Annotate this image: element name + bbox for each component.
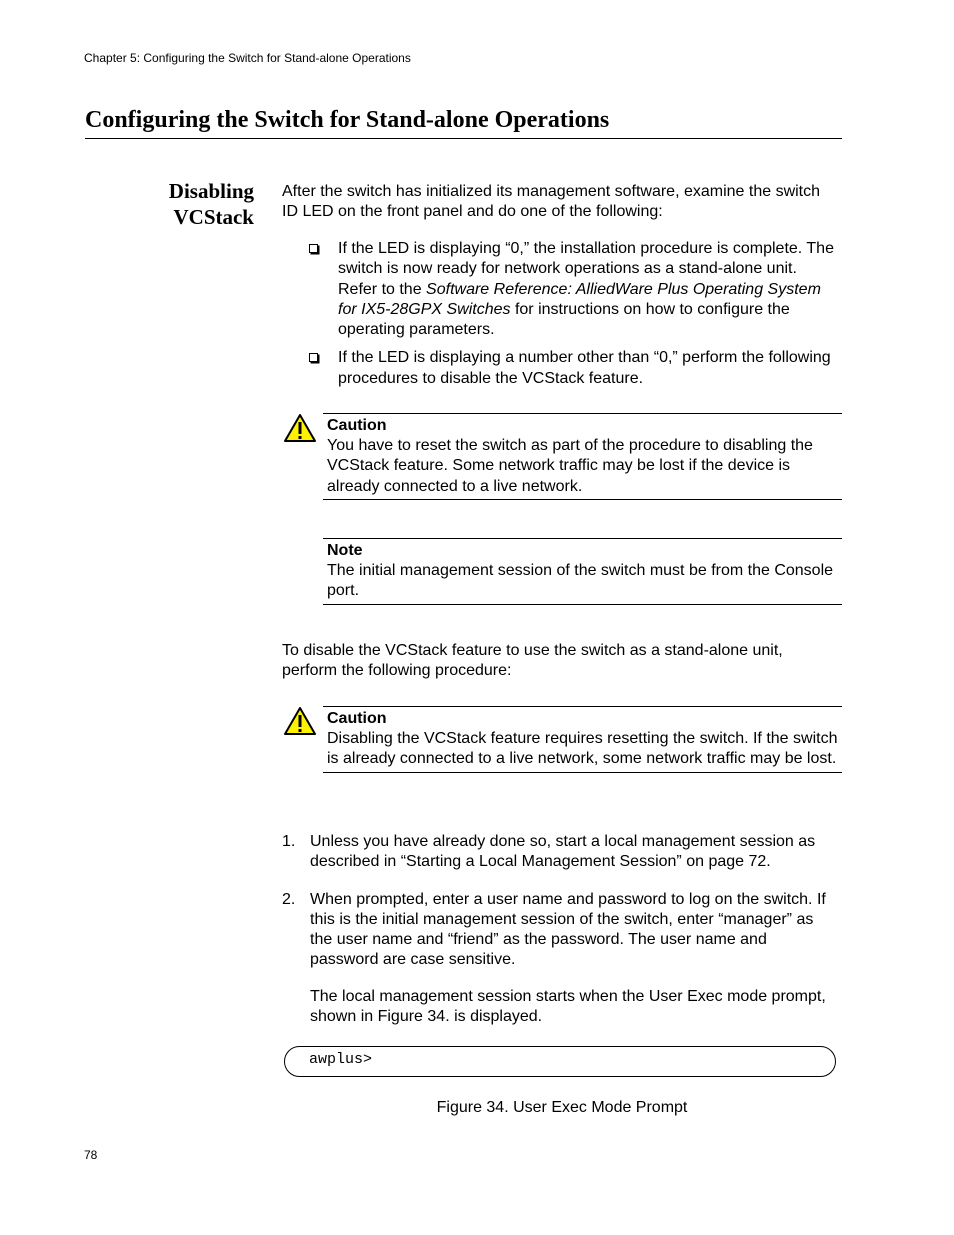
note-label: Note <box>327 542 363 559</box>
warning-triangle-icon <box>283 413 317 443</box>
caution-text: Disabling the VCStack feature requires resetting the switch. If the switch is already connected to a live network, some network traffic may be lost. <box>327 730 838 768</box>
procedure-steps <box>282 832 838 1027</box>
list-item <box>282 890 838 1028</box>
note-box <box>323 538 842 605</box>
figure-caption: Figure 34. User Exec Mode Prompt <box>436 1099 688 1116</box>
side-heading <box>140 178 254 230</box>
caution-label: Caution <box>327 710 387 727</box>
running-header: Chapter 5: Configuring the Switch for Stand-alone Operations <box>84 51 411 65</box>
section-title: Configuring the Switch for Stand-alone Operations <box>85 107 842 139</box>
side-heading-line1: Disabling <box>168 179 254 203</box>
square-bullet-icon <box>309 244 318 253</box>
step-followup: The local management session starts when the User Exec mode prompt, shown in Figure 34. is displayed. <box>310 987 826 1026</box>
bullet-text-pre: If the LED is displaying “0,” the installation procedure is complete. The switch is now ready for network operations as a stand-alone unit. Refer to the <box>338 240 834 298</box>
procedure-intro: To disable the VCStack feature to use the switch as a stand-alone unit, perform the following procedure: <box>282 642 783 680</box>
caution-box <box>323 413 842 500</box>
step-text: Unless you have already done so, start a local management session as described in “Starting a Local Management Session” on page 72. <box>310 833 816 871</box>
caution-label: Caution <box>327 417 387 434</box>
step-text: When prompted, enter a user name and password to log on the switch. If this is the initial management session of the switch, enter “manager” as the user name and “friend” as the password. The user name and password are case sensitive. <box>310 890 826 969</box>
list-item <box>308 239 838 340</box>
list-item <box>282 832 838 873</box>
code-box <box>284 1046 836 1077</box>
square-bullet-icon <box>309 353 318 362</box>
intro-paragraph: After the switch has initialized its management software, examine the switch ID LED on the front panel and do one of the following: <box>282 183 821 221</box>
bullet-text-post: for instructions on how to configure the operating parameters. <box>338 300 790 339</box>
cli-prompt: awplus> <box>309 1051 373 1068</box>
bullet-text-pre: If the LED is displaying a number other than “0,” perform the following procedures to disable the VCStack feature. <box>338 349 831 387</box>
page-number: 78 <box>84 1148 98 1162</box>
note-text: The initial management session of the switch must be from the Console port. <box>327 562 834 600</box>
step-number: 2. <box>282 890 296 908</box>
warning-triangle-icon <box>283 706 317 736</box>
caution-text: You have to reset the switch as part of the procedure to disabling the VCStack feature. Some network traffic may be lost if the device is already connected to a live network. <box>327 437 813 495</box>
side-heading-line2: VCStack <box>173 205 254 229</box>
bullet-text-italic: Software Reference: AlliedWare Plus Operating System for IX5-28GPX Switches <box>338 280 821 318</box>
caution-box <box>323 706 842 773</box>
list-item <box>308 348 838 389</box>
step-number: 1. <box>282 833 296 850</box>
bullet-list <box>308 239 838 397</box>
